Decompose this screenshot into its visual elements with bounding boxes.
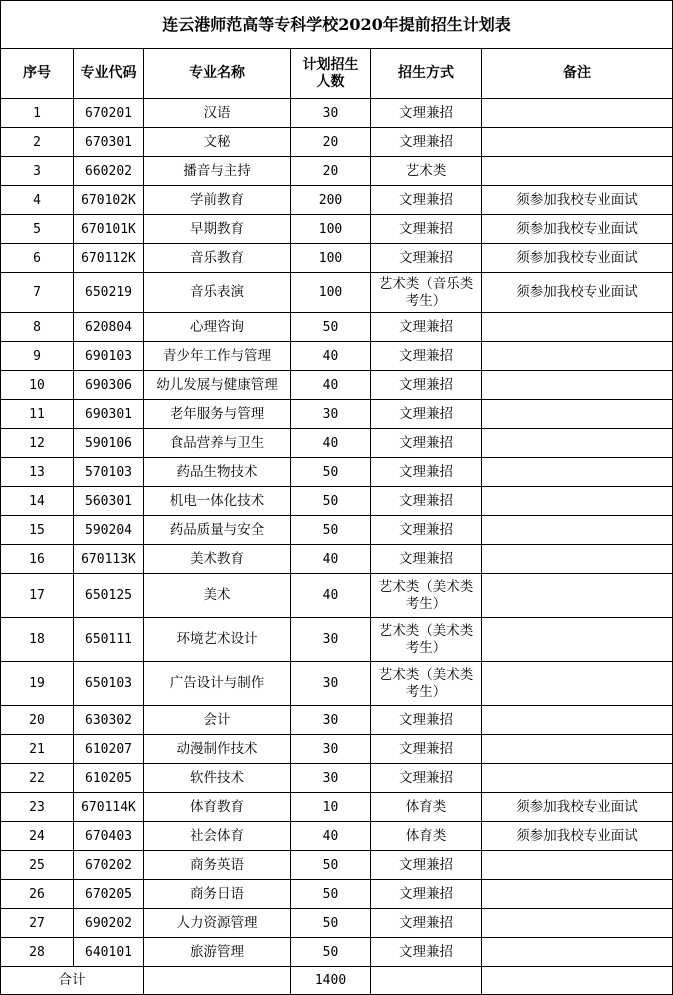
admission-method: 文理兼招 xyxy=(371,342,482,371)
row-index: 5 xyxy=(1,215,74,244)
quota: 100 xyxy=(291,215,371,244)
major-code: 630302 xyxy=(74,706,144,735)
major-code: 690103 xyxy=(74,342,144,371)
admission-method: 文理兼招 xyxy=(371,458,482,487)
row-index: 25 xyxy=(1,851,74,880)
major-name: 旅游管理 xyxy=(144,938,291,967)
notes xyxy=(482,938,673,967)
quota: 40 xyxy=(291,545,371,574)
table-row xyxy=(1,371,673,400)
row-index: 13 xyxy=(1,458,74,487)
table-row xyxy=(1,215,673,244)
major-name: 药品生物技术 xyxy=(144,458,291,487)
major-name: 心理咨询 xyxy=(144,313,291,342)
table-row xyxy=(1,458,673,487)
major-name: 文秘 xyxy=(144,128,291,157)
notes xyxy=(482,735,673,764)
admission-method: 文理兼招 xyxy=(371,706,482,735)
row-index: 3 xyxy=(1,157,74,186)
table-row xyxy=(1,99,673,128)
major-code: 690202 xyxy=(74,909,144,938)
header-notes: 备注 xyxy=(482,49,673,99)
major-name: 音乐教育 xyxy=(144,244,291,273)
admission-method: 文理兼招 xyxy=(371,128,482,157)
table-row xyxy=(1,851,673,880)
table-row xyxy=(1,244,673,273)
row-index: 8 xyxy=(1,313,74,342)
quota: 100 xyxy=(291,244,371,273)
quota: 50 xyxy=(291,938,371,967)
admission-method: 文理兼招 xyxy=(371,371,482,400)
admission-method: 文理兼招 xyxy=(371,487,482,516)
major-code: 610207 xyxy=(74,735,144,764)
total-value: 1400 xyxy=(291,967,371,995)
notes xyxy=(482,516,673,545)
row-index: 22 xyxy=(1,764,74,793)
quota: 10 xyxy=(291,793,371,822)
table-row xyxy=(1,938,673,967)
notes xyxy=(482,400,673,429)
major-code: 670102K xyxy=(74,186,144,215)
admission-method: 艺术类 xyxy=(371,157,482,186)
admission-method: 艺术类（美术类考生） xyxy=(371,618,482,662)
major-code: 670403 xyxy=(74,822,144,851)
row-index: 26 xyxy=(1,880,74,909)
major-code: 670114K xyxy=(74,793,144,822)
row-index: 7 xyxy=(1,273,74,313)
major-name: 体育教育 xyxy=(144,793,291,822)
row-index: 12 xyxy=(1,429,74,458)
major-code: 650125 xyxy=(74,574,144,618)
total-empty xyxy=(144,967,291,995)
table-row xyxy=(1,429,673,458)
major-name: 老年服务与管理 xyxy=(144,400,291,429)
row-index: 2 xyxy=(1,128,74,157)
quota: 50 xyxy=(291,487,371,516)
quota: 30 xyxy=(291,662,371,706)
major-name: 学前教育 xyxy=(144,186,291,215)
major-code: 650219 xyxy=(74,273,144,313)
quota: 40 xyxy=(291,822,371,851)
major-code: 650103 xyxy=(74,662,144,706)
major-name: 早期教育 xyxy=(144,215,291,244)
major-name: 美术教育 xyxy=(144,545,291,574)
major-code: 640101 xyxy=(74,938,144,967)
row-index: 4 xyxy=(1,186,74,215)
notes: 须参加我校专业面试 xyxy=(482,244,673,273)
admission-method: 文理兼招 xyxy=(371,400,482,429)
row-index: 6 xyxy=(1,244,74,273)
major-name: 会计 xyxy=(144,706,291,735)
table-row xyxy=(1,793,673,822)
row-index: 16 xyxy=(1,545,74,574)
major-code: 650111 xyxy=(74,618,144,662)
table-row xyxy=(1,487,673,516)
row-index: 19 xyxy=(1,662,74,706)
major-name: 广告设计与制作 xyxy=(144,662,291,706)
major-name: 播音与主持 xyxy=(144,157,291,186)
admission-method: 文理兼招 xyxy=(371,215,482,244)
total-empty xyxy=(482,967,673,995)
quota: 50 xyxy=(291,516,371,545)
major-name: 动漫制作技术 xyxy=(144,735,291,764)
major-code: 690306 xyxy=(74,371,144,400)
row-index: 11 xyxy=(1,400,74,429)
quota: 20 xyxy=(291,157,371,186)
quota: 30 xyxy=(291,764,371,793)
table-row xyxy=(1,545,673,574)
header-quota: 计划招生人数 xyxy=(291,49,371,99)
major-code: 590204 xyxy=(74,516,144,545)
major-name: 药品质量与安全 xyxy=(144,516,291,545)
total-empty xyxy=(371,967,482,995)
notes: 须参加我校专业面试 xyxy=(482,186,673,215)
table-row xyxy=(1,186,673,215)
quota: 30 xyxy=(291,618,371,662)
major-code: 610205 xyxy=(74,764,144,793)
notes xyxy=(482,487,673,516)
major-code: 560301 xyxy=(74,487,144,516)
admission-method: 文理兼招 xyxy=(371,938,482,967)
admission-method: 文理兼招 xyxy=(371,851,482,880)
notes xyxy=(482,706,673,735)
quota: 40 xyxy=(291,574,371,618)
row-index: 27 xyxy=(1,909,74,938)
major-code: 670301 xyxy=(74,128,144,157)
admission-method: 文理兼招 xyxy=(371,764,482,793)
row-index: 18 xyxy=(1,618,74,662)
major-code: 690301 xyxy=(74,400,144,429)
header-method: 招生方式 xyxy=(371,49,482,99)
notes xyxy=(482,313,673,342)
major-code: 670202 xyxy=(74,851,144,880)
quota: 40 xyxy=(291,342,371,371)
notes xyxy=(482,157,673,186)
quota: 40 xyxy=(291,429,371,458)
major-code: 670112K xyxy=(74,244,144,273)
notes xyxy=(482,429,673,458)
quota: 50 xyxy=(291,313,371,342)
header-major: 专业名称 xyxy=(144,49,291,99)
admission-method: 文理兼招 xyxy=(371,880,482,909)
major-name: 幼儿发展与健康管理 xyxy=(144,371,291,400)
notes xyxy=(482,545,673,574)
major-name: 汉语 xyxy=(144,99,291,128)
total-label: 合计 xyxy=(1,967,144,995)
major-name: 机电一体化技术 xyxy=(144,487,291,516)
table-row xyxy=(1,909,673,938)
notes xyxy=(482,574,673,618)
major-name: 环境艺术设计 xyxy=(144,618,291,662)
notes xyxy=(482,99,673,128)
row-index: 20 xyxy=(1,706,74,735)
table-row xyxy=(1,764,673,793)
quota: 40 xyxy=(291,371,371,400)
admission-method: 体育类 xyxy=(371,793,482,822)
major-name: 商务英语 xyxy=(144,851,291,880)
major-code: 670205 xyxy=(74,880,144,909)
major-name: 软件技术 xyxy=(144,764,291,793)
row-index: 15 xyxy=(1,516,74,545)
notes xyxy=(482,128,673,157)
table-row xyxy=(1,662,673,706)
quota: 30 xyxy=(291,400,371,429)
major-name: 社会体育 xyxy=(144,822,291,851)
quota: 50 xyxy=(291,909,371,938)
major-code: 670201 xyxy=(74,99,144,128)
row-index: 10 xyxy=(1,371,74,400)
notes: 须参加我校专业面试 xyxy=(482,273,673,313)
table-row xyxy=(1,516,673,545)
row-index: 1 xyxy=(1,99,74,128)
table-row xyxy=(1,313,673,342)
header-row xyxy=(1,49,673,99)
admission-method: 艺术类（美术类考生） xyxy=(371,574,482,618)
table-row xyxy=(1,880,673,909)
admission-method: 文理兼招 xyxy=(371,516,482,545)
notes: 须参加我校专业面试 xyxy=(482,215,673,244)
major-code: 570103 xyxy=(74,458,144,487)
major-code: 620804 xyxy=(74,313,144,342)
major-name: 食品营养与卫生 xyxy=(144,429,291,458)
major-code: 590106 xyxy=(74,429,144,458)
table-row xyxy=(1,618,673,662)
notes xyxy=(482,662,673,706)
quota: 30 xyxy=(291,99,371,128)
admission-method: 文理兼招 xyxy=(371,735,482,764)
admission-method: 文理兼招 xyxy=(371,313,482,342)
table-row xyxy=(1,273,673,313)
admission-method: 文理兼招 xyxy=(371,429,482,458)
quota: 30 xyxy=(291,735,371,764)
notes xyxy=(482,371,673,400)
row-index: 23 xyxy=(1,793,74,822)
major-name: 音乐表演 xyxy=(144,273,291,313)
major-name: 青少年工作与管理 xyxy=(144,342,291,371)
admission-method: 艺术类（音乐类考生） xyxy=(371,273,482,313)
admission-method: 文理兼招 xyxy=(371,909,482,938)
row-index: 21 xyxy=(1,735,74,764)
major-code: 670101K xyxy=(74,215,144,244)
table-row xyxy=(1,735,673,764)
major-code: 660202 xyxy=(74,157,144,186)
table-row xyxy=(1,574,673,618)
admission-method: 体育类 xyxy=(371,822,482,851)
quota: 20 xyxy=(291,128,371,157)
row-index: 9 xyxy=(1,342,74,371)
notes xyxy=(482,764,673,793)
notes: 须参加我校专业面试 xyxy=(482,793,673,822)
admission-method: 文理兼招 xyxy=(371,244,482,273)
quota: 50 xyxy=(291,458,371,487)
admission-method: 艺术类（美术类考生） xyxy=(371,662,482,706)
quota: 100 xyxy=(291,273,371,313)
notes xyxy=(482,618,673,662)
table-row xyxy=(1,400,673,429)
table-title: 连云港师范高等专科学校2020年提前招生计划表 xyxy=(1,1,673,49)
quota: 50 xyxy=(291,851,371,880)
admission-method: 文理兼招 xyxy=(371,545,482,574)
notes xyxy=(482,458,673,487)
admission-method: 文理兼招 xyxy=(371,99,482,128)
notes xyxy=(482,342,673,371)
table-row xyxy=(1,342,673,371)
header-code: 专业代码 xyxy=(74,49,144,99)
quota: 50 xyxy=(291,880,371,909)
major-name: 商务日语 xyxy=(144,880,291,909)
major-code: 670113K xyxy=(74,545,144,574)
major-name: 人力资源管理 xyxy=(144,909,291,938)
header-index: 序号 xyxy=(1,49,74,99)
row-index: 17 xyxy=(1,574,74,618)
admission-method: 文理兼招 xyxy=(371,186,482,215)
table-row xyxy=(1,706,673,735)
notes xyxy=(482,851,673,880)
table-row xyxy=(1,157,673,186)
notes: 须参加我校专业面试 xyxy=(482,822,673,851)
major-name: 美术 xyxy=(144,574,291,618)
total-row xyxy=(1,967,673,995)
quota: 200 xyxy=(291,186,371,215)
notes xyxy=(482,909,673,938)
table-row xyxy=(1,822,673,851)
table-row xyxy=(1,128,673,157)
notes xyxy=(482,880,673,909)
row-index: 24 xyxy=(1,822,74,851)
row-index: 28 xyxy=(1,938,74,967)
row-index: 14 xyxy=(1,487,74,516)
quota: 30 xyxy=(291,706,371,735)
